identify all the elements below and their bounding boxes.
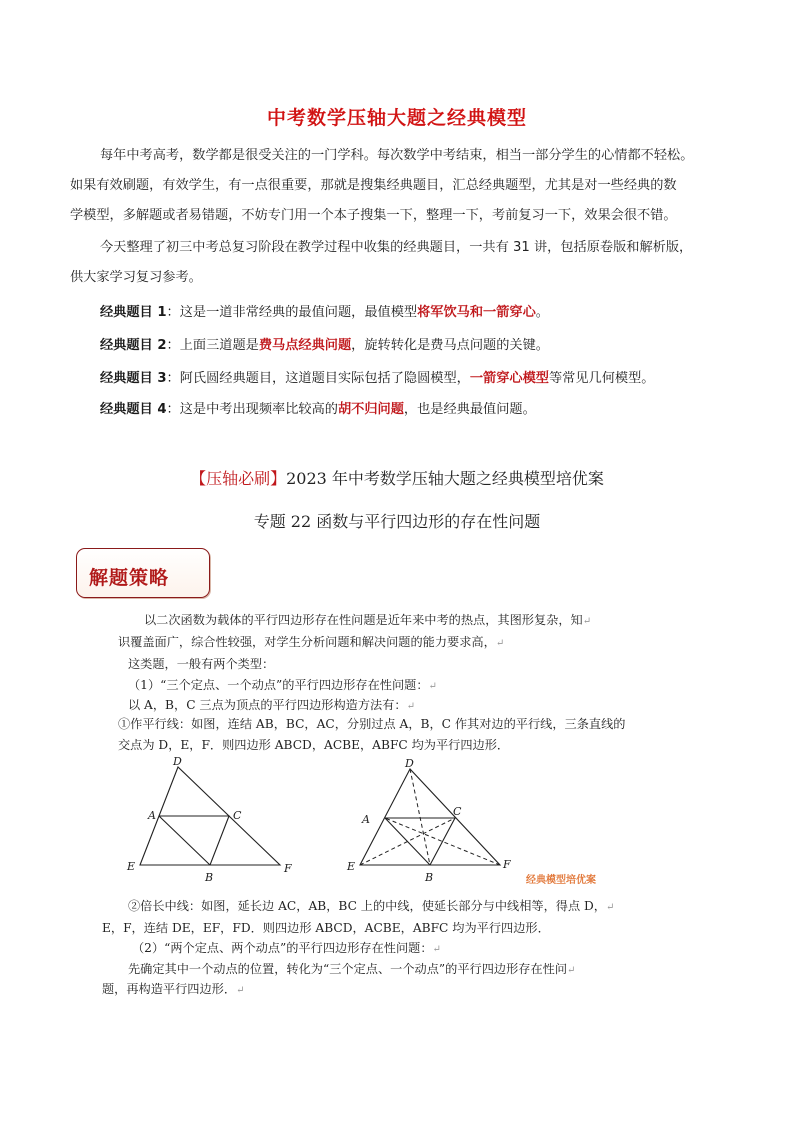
fig-label-d: D — [173, 755, 182, 768]
example-highlight: 费马点经典问题 — [258, 338, 352, 353]
fig-label-b: B — [205, 871, 214, 884]
fig-label-f: F — [284, 862, 292, 875]
example-highlight: 将军饮马和一箭穿心 — [417, 305, 536, 320]
heading-bracket: 【压轴必刷】 — [190, 469, 287, 488]
intro-para-2: 今天整理了初三中考总复习阶段在教学过程中收集的经典题目，一共有 31 讲，包括原卷版和解析版， — [100, 240, 693, 255]
example-label: 经典题目 3 — [100, 371, 167, 386]
intro-para-1-line-3: 学模型，多解题或者易错题，不妨专门用一个本子搜集一下，整理一下，考前复习一下，效果会很不错。 — [70, 208, 677, 223]
example-highlight: 一箭穿心模型 — [469, 371, 549, 386]
strategy-line: ①作平行线：如图，连结 AB，BC，AC，分别过点 A，B，C 作其对边的平行线，三条直线的 — [118, 717, 626, 731]
example-3: 经典题目 3：阿氏圆经典题目，这道题目实际包括了隐圆模型，一箭穿心模型等常见几何模型。 — [100, 371, 655, 386]
example-label: 经典题目 2 — [100, 338, 167, 353]
intro-para-1-line-2: 如果有效刷题，有效学生，有一点很重要，那就是搜集经典题目，汇总经典题型，尤其是对一些经典的数 — [70, 178, 677, 193]
figure-doubled-medians — [340, 755, 525, 890]
intro-para-2-line-2: 供大家学习复习参考。 — [70, 270, 202, 285]
figure-parallel-lines — [120, 755, 300, 890]
strategy-badge — [76, 548, 210, 598]
strategy-line: （2）“两个定点、两个动点”的平行四边形存在性问题：↵ — [132, 941, 441, 955]
strategy-line: E，F，连结 DE，EF，FD．则四边形 ABCD，ACBE，ABFC 均为平行四边形． — [102, 921, 550, 935]
intro-para-1: 每年中考高考，数学都是很受关注的一门学科。每次数学中考结束，相当一部分学生的心情都不轻松。 — [100, 148, 694, 163]
section-heading: 【压轴必刷】2023 年中考数学压轴大题之经典模型培优案 — [190, 469, 604, 488]
fig-label-e: E — [347, 860, 356, 873]
fig-label-f: F — [503, 858, 511, 871]
strategy-line: 识覆盖面广，综合性较强，对学生分析问题和解决问题的能力要求高，↵ — [118, 635, 505, 649]
fig-label-c: C — [453, 805, 462, 818]
example-1: 经典题目 1：这是一道非常经典的最值问题，最值模型将军饮马和一箭穿心。 — [100, 305, 549, 320]
fig-label-e: E — [127, 860, 136, 873]
strategy-line: 这类题，一般有两个类型： — [128, 657, 275, 671]
example-4: 经典题目 4：这是中考出现频率比较高的胡不归问题，也是经典最值问题。 — [100, 402, 536, 417]
example-label: 经典题目 4 — [100, 402, 167, 417]
topic-heading: 专题 22 函数与平行四边形的存在性问题 — [253, 512, 541, 531]
fig-label-c: C — [233, 809, 242, 822]
fig-label-d: D — [405, 757, 414, 770]
example-2: 经典题目 2：上面三道题是费马点经典问题，旋转转化是费马点问题的关键。 — [100, 338, 549, 353]
watermark: 经典模型培优案 — [526, 875, 596, 886]
strategy-line: （1）“三个定点、一个动点”的平行四边形存在性问题：↵ — [128, 678, 437, 692]
example-highlight: 胡不归问题 — [337, 402, 404, 417]
strategy-line: 先确定其中一个动点的位置，转化为“三个定点、一个动点”的平行四边形存在性问↵ — [128, 962, 576, 976]
fig-label-a: A — [362, 813, 370, 826]
strategy-line: 以二次函数为载体的平行四边形存在性问题是近年来中考的热点，其图形复杂，知↵ — [144, 613, 592, 627]
fig-label-a: A — [148, 809, 156, 822]
strategy-line: 题，再构造平行四边形．↵ — [102, 982, 245, 996]
badge-label: 解题策略 — [89, 567, 170, 589]
strategy-line: 以 A，B，C 三点为顶点的平行四边形构造方法有：↵ — [128, 698, 415, 712]
doc-title: 中考数学压轴大题之经典模型 — [266, 107, 527, 129]
strategy-line: ②倍长中线：如图，延长边 AC，AB，BC 上的中线，使延长部分与中线相等，得点 D，↵ — [128, 899, 615, 913]
example-label: 经典题目 1 — [100, 305, 167, 320]
strategy-line: 交点为 D，E，F．则四边形 ABCD，ACBE，ABFC 均为平行四边形． — [118, 738, 510, 752]
fig-label-b: B — [425, 871, 434, 884]
